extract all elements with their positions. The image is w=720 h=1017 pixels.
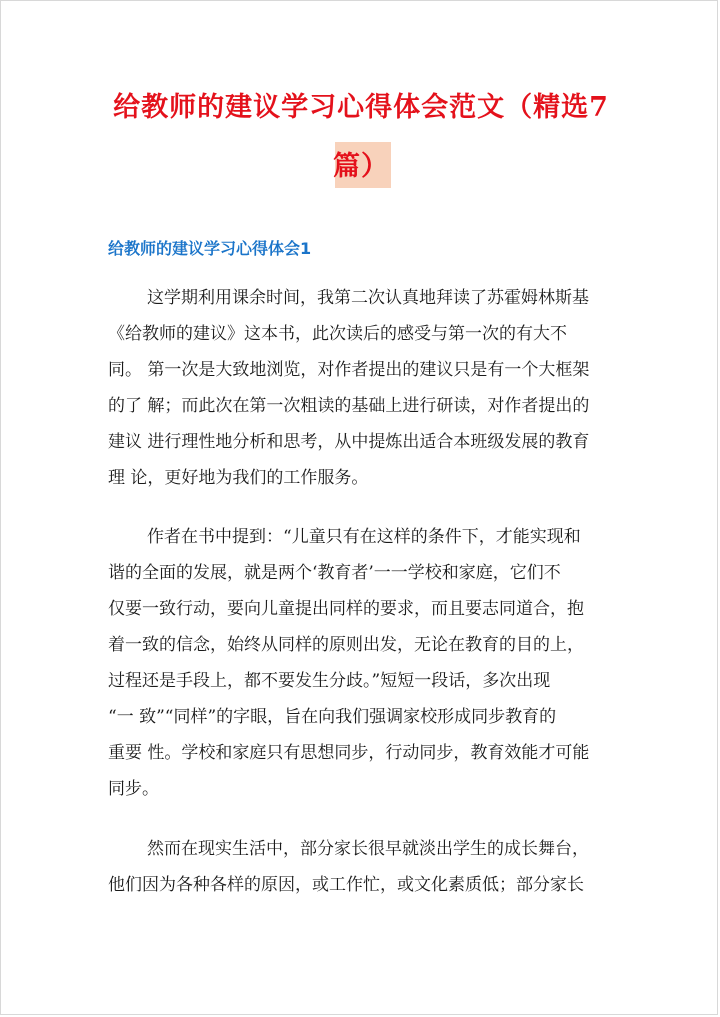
paragraph-line: 理 论，更好地为我们的工作服务。 [108, 468, 369, 488]
paragraph-line: 的了 解；而此次在第一次粗读的基础上进行研读，对作者提出的 [108, 396, 590, 416]
paragraph-line: “一 致”“同样”的字眼，旨在向我们强调家校形成同步教育的 [108, 707, 557, 727]
paragraph-line: 同步。 [108, 779, 159, 799]
paragraph-line: 这学期利用课余时间，我第二次认真地拜读了苏霍姆林斯基 [147, 288, 589, 308]
paragraph-line: 重要 性。学校和家庭只有思想同步，行动同步，教育效能才可能 [108, 743, 590, 763]
paragraph-line: 仅要一致行动，要向儿童提出同样的要求，而且要志同道合，抱 [108, 599, 584, 619]
paragraph-line: 过程还是手段上，都不要发生分歧。”短短一段话，多次出现 [108, 671, 551, 691]
paragraph-line: 作者在书中提到：“儿童只有在这样的条件下，才能实现和 [147, 527, 581, 547]
paragraph-line: 《给教师的建议》这本书，此次读后的感受与第一次的有大不 [108, 324, 567, 344]
paragraph-line: 着一致的信念，始终从同样的原则出发，无论在教育的目的上， [108, 635, 584, 655]
paragraph-line: 他们因为各种各样的原因，或工作忙，或文化素质低；部分家长 [108, 875, 584, 895]
document-title-line-2: 篇） [333, 151, 389, 182]
document-title-line-1: 给教师的建议学习心得体会范文（精选7 [113, 92, 609, 123]
paragraph-line: 建议 进行理性地分析和思考，从中提炼出适合本班级发展的教育 [108, 432, 590, 452]
paragraph-line: 然而在现实生活中，部分家长很早就淡出学生的成长舞台， [147, 839, 589, 859]
section-heading: 给教师的建议学习心得体会1 [108, 239, 312, 258]
paragraph-line: 同。 第一次是大致地浏览，对作者提出的建议只是有一个大框架 [108, 360, 590, 380]
paragraph-line: 谐的全面的发展，就是两个‘教育者’一一学校和家庭，它们不 [108, 563, 561, 583]
